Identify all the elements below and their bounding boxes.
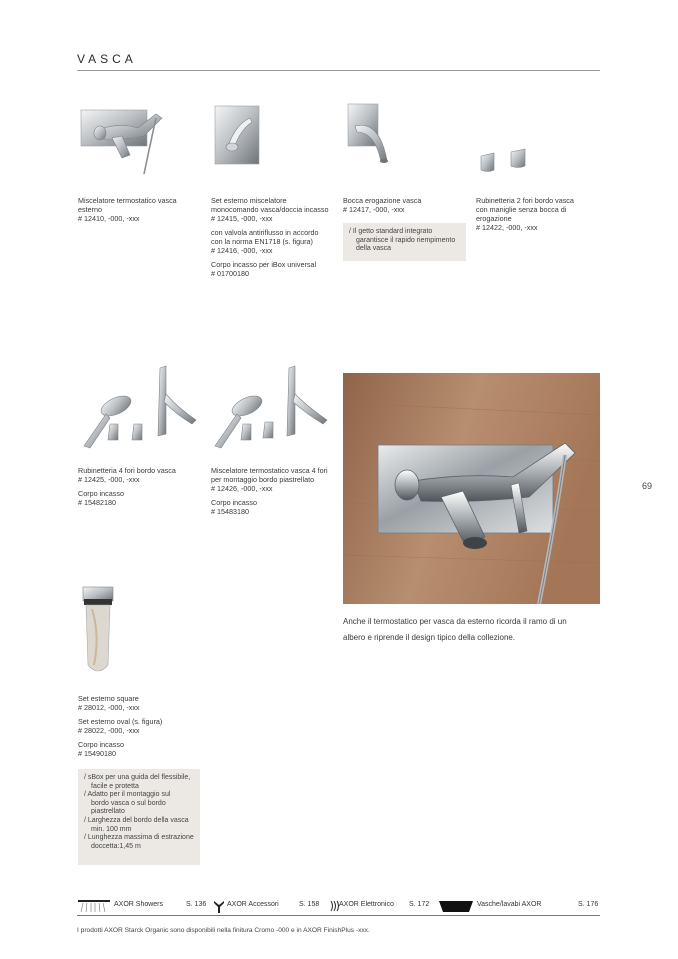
product-desc-12417: Bocca erogazione vasca # 12417, -000, -xxx xyxy=(343,196,422,214)
nav-label: AXOR Elettronico xyxy=(339,901,394,908)
footer-text: I prodotti AXOR Starck Organic sono disponibili nella finitura Cromo -000 e in AXOR FinishPlus -xxx. xyxy=(77,927,370,934)
product-image-12425 xyxy=(78,364,200,452)
bathtub-icon xyxy=(439,900,473,913)
nav-page: S. 172 xyxy=(409,901,430,908)
section-title: VASCA xyxy=(77,52,137,66)
footer-nav xyxy=(77,897,600,915)
footer-rule xyxy=(77,915,600,916)
nav-page: S. 176 xyxy=(578,901,599,908)
page-number: 69 xyxy=(642,481,653,491)
title-rule xyxy=(77,70,600,71)
product-image-12422 xyxy=(478,148,538,178)
nav-label: AXOR Accessori xyxy=(227,901,279,908)
product-note-28012: / sBox per una guida del flessibile, facile e protetta / Adatto per il montaggio sul bordo vasca o sul bordo piastrellato / Larghezza del bordo della vasca min. 100 mm / Lunghezza massima di estrazione doccetta:1,45 m xyxy=(78,769,200,865)
product-image-28012 xyxy=(78,585,118,677)
product-image-12415 xyxy=(212,100,262,170)
product-desc-12410: Miscelatore termostatico vasca esterno # 12410, -000, -xxx xyxy=(78,196,177,223)
product-desc-12415: Set esterno miscelatore monocomando vasca/doccia incasso # 12415, -000, -xxx con valvola antiriflusso in accordo con la norma EN1718 (s. figura) # 12416, -000, -xxx Corpo incasso per iBox universal # 01700180 xyxy=(211,196,329,278)
nav-axor-elettronico[interactable] xyxy=(329,897,433,915)
feature-photo xyxy=(343,373,600,604)
product-desc-12426: Miscelatore termostatico vasca 4 fori per montaggio bordo piastrellato # 12426, -000, -xxx Corpo incasso # 15483180 xyxy=(211,466,328,516)
product-desc-12425: Rubinetteria 4 fori bordo vasca # 12425, -000, -xxx Corpo incasso # 15482180 xyxy=(78,466,176,507)
nav-page: S. 158 xyxy=(299,901,320,908)
product-note-12417: / Il getto standard integrato garantisce il rapido riempimento della vasca xyxy=(343,223,466,261)
nav-page: S. 136 xyxy=(186,901,207,908)
sensor-waves-icon xyxy=(329,900,339,912)
nav-vasche-lavabi[interactable] xyxy=(439,897,600,915)
nav-label: AXOR Showers xyxy=(114,901,164,908)
feature-caption: Anche il termostatico per vasca da esterno ricorda il ramo di un albero e riprende il design tipico della collezione. xyxy=(343,617,567,642)
product-desc-28012: Set esterno square # 28012, -000, -xxx Set esterno oval (s. figura) # 28022, -000, -xxx Corpo incasso # 15490180 xyxy=(78,694,163,758)
nav-axor-showers[interactable] xyxy=(77,897,207,915)
product-image-12426 xyxy=(211,364,333,452)
nav-label: Vasche/lavabi AXOR xyxy=(477,901,542,908)
hook-icon xyxy=(213,899,225,914)
shower-head-icon xyxy=(77,899,111,913)
product-image-12417 xyxy=(345,100,395,175)
product-image-12410 xyxy=(78,100,168,175)
nav-axor-accessori[interactable] xyxy=(213,897,324,915)
product-desc-12422: Rubinetteria 2 fori bordo vasca con maniglie senza bocca di erogazione # 12422, -000, -xxx xyxy=(476,196,574,232)
